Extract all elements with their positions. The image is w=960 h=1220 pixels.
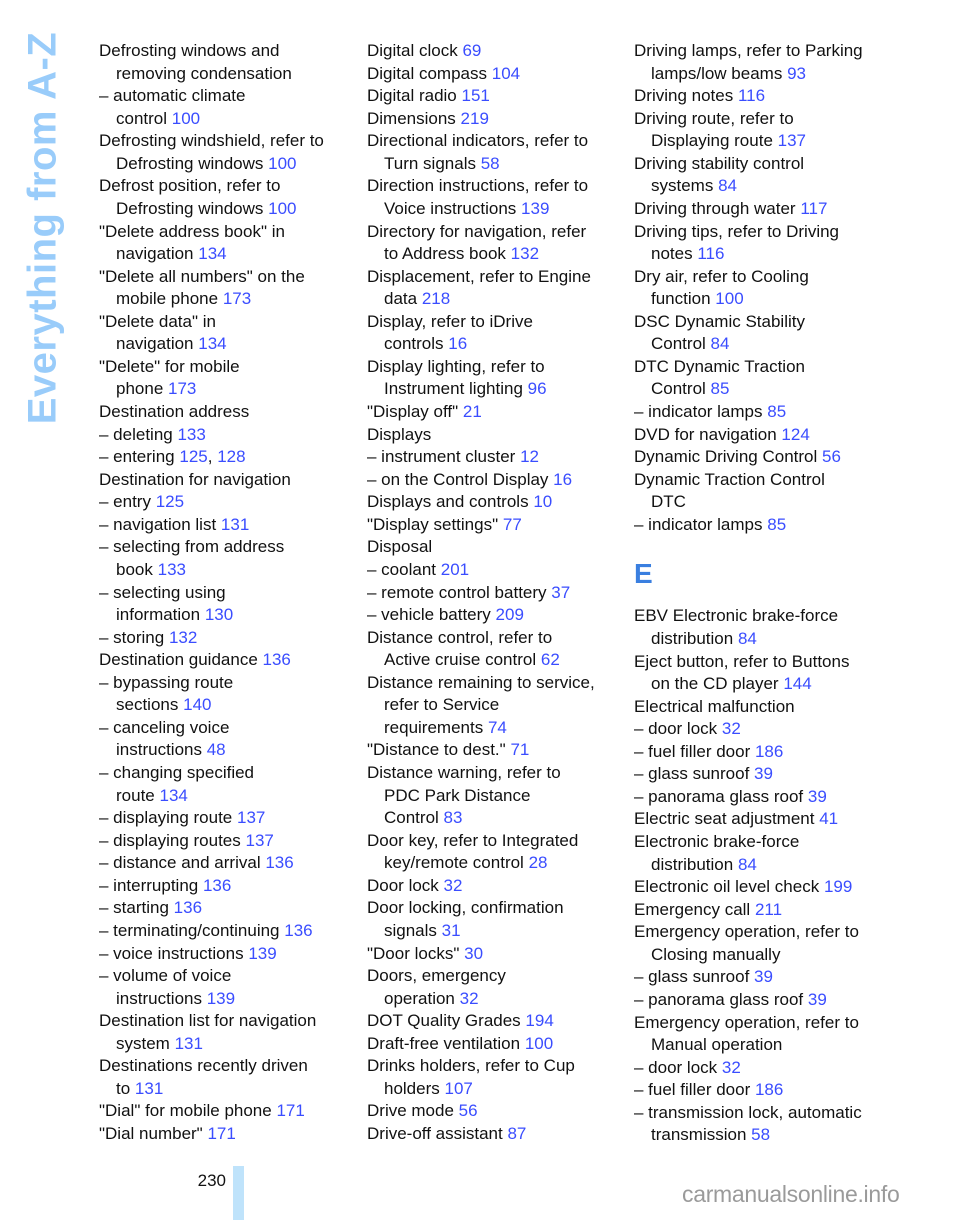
index-entry-text: "Delete all numbers" on the mobile phone <box>99 266 305 309</box>
index-entry-text: Distance warning, refer to PDC Park Distance Control <box>367 763 561 828</box>
index-entry-text: Destination list for navigation system <box>99 1011 317 1053</box>
index-entry-text: – storing <box>99 627 165 647</box>
index-entry <box>634 1079 924 1102</box>
index-entry <box>367 401 629 424</box>
index-entry <box>634 808 924 831</box>
page-reference-link[interactable]: 201 <box>440 559 470 579</box>
index-entry-text: DSC Dynamic Stability Control <box>634 311 805 354</box>
index-entry-text: Eject button, refer to Buttons on the CD player <box>634 651 850 694</box>
page-reference-link[interactable]: 69 <box>462 41 482 60</box>
index-entry <box>634 85 924 108</box>
page-reference-link[interactable]: 107 <box>444 1078 473 1098</box>
index-entry <box>634 401 924 424</box>
page-reference-link[interactable]: 87 <box>507 1124 527 1143</box>
index-entry-text: – distance and arrival <box>99 853 261 873</box>
page-number-bar <box>233 1166 244 1220</box>
page-reference-link[interactable]: 77 <box>502 514 522 534</box>
index-entry <box>367 1123 629 1146</box>
page-reference-link[interactable]: 10 <box>533 492 553 512</box>
page-reference-link[interactable]: 171 <box>207 1124 236 1143</box>
index-entry <box>634 718 924 741</box>
page-reference-link[interactable]: 39 <box>807 786 827 806</box>
index-entry <box>634 266 924 311</box>
index-entry <box>99 401 361 424</box>
index-entry-text: DVD for navigation <box>634 424 777 444</box>
page-reference-link[interactable]: 16 <box>448 334 468 354</box>
index-entry-text: Driving notes <box>634 86 734 106</box>
index-entry <box>367 266 629 311</box>
index-entry-text: Driving tips, refer to Driving notes <box>634 221 840 264</box>
index-entry <box>367 424 629 447</box>
index-entry-text: Electrical malfunction <box>634 696 795 716</box>
index-entry <box>367 897 629 942</box>
index-entry-text: – fuel filler door <box>634 741 751 761</box>
index-entry-text: Dimensions <box>367 108 456 128</box>
page-reference-link[interactable]: 128 <box>217 447 246 467</box>
index-entry-text: Directional indicators, refer to Turn signals <box>367 131 589 173</box>
index-entry <box>99 356 361 401</box>
page-reference-link[interactable]: 139 <box>521 198 550 218</box>
index-entry <box>634 651 924 696</box>
page-reference-link[interactable]: 219 <box>460 108 489 128</box>
index-entry-text: – terminating/continuing <box>99 920 280 940</box>
index-entry <box>99 491 361 514</box>
page-reference-link[interactable]: 100 <box>524 1033 554 1053</box>
page-reference-link[interactable]: 30 <box>464 943 484 963</box>
page-reference-link[interactable]: 132 <box>510 244 540 264</box>
index-entry <box>367 356 629 401</box>
index-entry <box>367 582 629 605</box>
index-entry-text: – remote control battery <box>367 582 547 602</box>
index-entry <box>99 536 361 581</box>
section-side-title <box>20 31 66 425</box>
page-reference-link[interactable]: 116 <box>737 86 766 106</box>
index-entry <box>367 491 629 514</box>
watermark: carmanualsonline.info <box>682 1181 900 1207</box>
index-entry-text: – changing specified route <box>99 763 255 805</box>
index-entry-text: Defrosting windows and removing condensation <box>99 41 292 83</box>
index-entry-text: Driving stability control systems <box>634 153 805 196</box>
index-entry-text: "Dial" for mobile phone <box>99 1101 272 1121</box>
page-reference-link[interactable]: 83 <box>443 808 463 828</box>
index-entry <box>367 943 629 966</box>
index-entry <box>634 40 924 85</box>
index-entry-text: Emergency operation, refer to Manual operation <box>634 1012 859 1055</box>
index-entry-text: – selecting from address book <box>99 537 285 579</box>
page-reference-link[interactable]: 131 <box>174 1033 203 1053</box>
index-entry-text: Distance remaining to service, refer to Service requirements <box>367 672 595 737</box>
index-entry-text: – displaying route <box>99 808 233 828</box>
page-reference-link[interactable]: 85 <box>767 402 787 421</box>
index-entry <box>367 175 629 220</box>
index-entry-text: "Distance to dest." <box>367 740 506 760</box>
index-entry-text: Dynamic Traction Control DTC <box>634 469 825 512</box>
index-entry <box>634 831 924 876</box>
index-entry-text: – instrument cluster <box>367 447 516 467</box>
page-reference-link[interactable]: 100 <box>268 153 297 173</box>
index-entry <box>634 198 924 221</box>
index-entry <box>634 786 924 809</box>
index-entry-text: Destination guidance <box>99 650 258 670</box>
index-entry-text: Door lock <box>367 875 439 895</box>
index-entry <box>634 514 924 537</box>
page-reference-link[interactable]: 37 <box>551 582 571 602</box>
page-reference-link[interactable]: 100 <box>715 289 744 309</box>
index-entry <box>99 943 361 966</box>
page-reference-link[interactable]: 39 <box>807 989 827 1009</box>
index-entry-text: – indicator lamps <box>634 514 763 534</box>
index-entry <box>99 830 361 853</box>
page-reference-link[interactable]: 58 <box>480 153 500 173</box>
page-reference-link[interactable]: 93 <box>787 63 806 83</box>
page-reference-link[interactable]: 136 <box>284 920 313 940</box>
index-entry-text: Electronic oil level check <box>634 877 820 897</box>
index-entry <box>367 604 629 627</box>
page-reference-link[interactable]: 137 <box>777 131 807 151</box>
index-entry-text: – displaying routes <box>99 830 241 850</box>
index-entry-text: "Door locks" <box>367 943 460 963</box>
page-reference-link[interactable]: 117 <box>800 198 828 218</box>
index-entry <box>367 469 629 492</box>
index-entry <box>99 1010 361 1055</box>
index-entry <box>634 311 924 356</box>
index-entry <box>634 356 924 401</box>
page-reference-link[interactable]: 39 <box>754 764 773 784</box>
index-entry-text: "Delete address book" in navigation <box>99 221 285 264</box>
index-entry <box>99 311 361 356</box>
page-reference-link[interactable]: 134 <box>159 785 188 805</box>
index-entry-text: Destination for navigation <box>99 469 291 489</box>
index-entry-text: Directory for navigation, refer to Address book <box>367 221 587 264</box>
index-entry-text: DTC Dynamic Traction Control <box>634 356 805 399</box>
index-column-1 <box>99 40 361 1146</box>
index-entry <box>99 469 361 492</box>
page-reference-link[interactable]: 125 <box>179 447 208 467</box>
index-entry <box>634 153 924 198</box>
index-column-3 <box>634 40 924 1147</box>
page-reference-link[interactable]: 137 <box>245 830 274 850</box>
index-entry-text: – glass sunroof <box>634 967 750 987</box>
page-reference-link[interactable]: 100 <box>171 108 201 128</box>
page-reference-link[interactable]: 32 <box>459 988 479 1008</box>
index-entry-text: Displacement, refer to Engine data <box>367 266 591 309</box>
index-entry-text: – deleting <box>99 424 173 444</box>
side-title-text: Everything from A-Z <box>20 31 65 425</box>
index-entry-text: – door lock <box>634 719 718 739</box>
page-reference-link[interactable]: 136 <box>202 875 232 895</box>
index-entry <box>99 1123 361 1146</box>
page-reference-link[interactable]: 84 <box>718 176 737 196</box>
index-entry <box>634 741 924 764</box>
index-entry-text: – transmission lock, automatic transmission <box>634 1102 862 1145</box>
index-entry <box>367 85 629 108</box>
index-entry <box>367 672 629 740</box>
index-entry <box>99 627 361 650</box>
page-reference-link[interactable]: 104 <box>491 63 521 83</box>
index-entry-text: Driving through water <box>634 198 796 218</box>
index-entry-text: "Display off" <box>367 402 459 421</box>
index-entry <box>99 897 361 920</box>
page-reference-link[interactable]: 16 <box>553 469 573 489</box>
index-entry <box>367 311 629 356</box>
page-reference-link[interactable]: 134 <box>198 334 227 354</box>
page-reference-link[interactable]: 139 <box>206 988 236 1008</box>
index-entry <box>99 649 361 672</box>
index-entry-text: – door lock <box>634 1057 718 1077</box>
index-entry <box>367 1100 629 1123</box>
index-entry-text: – fuel filler door <box>634 1080 751 1100</box>
index-entry-text: Digital compass <box>367 63 487 83</box>
index-entry-text: Display lighting, refer to Instrument lighting <box>367 356 545 399</box>
index-entry <box>99 852 361 875</box>
index-entry-text: Drive-off assistant <box>367 1124 503 1143</box>
index-entry-text: – indicator lamps <box>634 402 763 421</box>
page-reference-link[interactable]: 173 <box>168 379 197 399</box>
page-reference-link[interactable]: 137 <box>237 808 266 828</box>
index-entry-text: Displays <box>367 424 432 444</box>
page-reference-link[interactable]: 136 <box>173 898 203 918</box>
index-entry <box>634 696 924 719</box>
page-reference-link[interactable]: 71 <box>510 740 530 760</box>
index-entry <box>99 175 361 220</box>
page-reference-link[interactable]: 100 <box>268 198 297 218</box>
page-reference-link[interactable]: 32 <box>721 1057 741 1077</box>
index-entry-text: Defrosting windshield, refer to Defrosting windows <box>99 131 324 173</box>
index-entry-text: "Dial number" <box>99 1124 203 1143</box>
index-entry <box>634 1102 924 1147</box>
page-reference-link[interactable]: 125 <box>155 492 185 512</box>
index-entry <box>367 40 629 63</box>
index-entry-text: Defrost position, refer to Defrosting windows <box>99 176 281 218</box>
page-reference-link[interactable]: 96 <box>527 379 547 399</box>
page-reference-link[interactable]: 133 <box>177 424 206 444</box>
index-entry-text: "Display settings" <box>367 514 499 534</box>
index-entry <box>99 85 361 130</box>
index-entry-text: – vehicle battery <box>367 605 491 625</box>
index-entry-text: DOT Quality Grades <box>367 1011 521 1031</box>
index-entry-text: Destinations recently driven to <box>99 1056 308 1098</box>
index-entry <box>99 672 361 717</box>
index-entry <box>634 605 924 650</box>
index-entry <box>99 1100 361 1123</box>
index-entry <box>634 108 924 153</box>
page-reference-link[interactable]: 136 <box>262 650 291 670</box>
index-entry <box>367 108 629 131</box>
index-entry-text: – voice instructions <box>99 943 244 963</box>
index-entry <box>634 469 924 514</box>
index-entry <box>367 1055 629 1100</box>
index-entry <box>99 875 361 898</box>
index-entry-text: – interrupting <box>99 875 199 895</box>
index-entry <box>634 921 924 966</box>
index-entry-text: Electric seat adjustment <box>634 809 815 829</box>
index-entry-text: – automatic climate control <box>99 86 246 128</box>
page-reference-link[interactable]: 58 <box>751 1125 771 1145</box>
page-reference-link[interactable]: 85 <box>767 514 787 534</box>
index-entry-text: – on the Control Display <box>367 469 549 489</box>
index-entry-text: Dry air, refer to Cooling function <box>634 266 809 309</box>
page-reference-link[interactable]: 116 <box>697 244 725 264</box>
index-entry <box>99 582 361 627</box>
page-reference-link[interactable]: 140 <box>183 695 212 715</box>
page-number: 230 <box>197 1171 226 1190</box>
index-entry <box>99 221 361 266</box>
page-reference-link[interactable]: 12 <box>520 447 539 467</box>
page-reference-link[interactable]: 194 <box>525 1011 554 1031</box>
page-reference-link[interactable]: 74 <box>487 717 507 737</box>
index-entry <box>367 63 629 86</box>
index-entry <box>367 130 629 175</box>
index-entry <box>99 717 361 762</box>
index-entry-text: "Delete" for mobile phone <box>99 356 240 399</box>
page-reference-link[interactable]: 151 <box>461 86 490 106</box>
index-entry-text: Displays and controls <box>367 492 529 512</box>
index-entry <box>634 966 924 989</box>
index-entry-text: Driving lamps, refer to Parking lamps/low beams <box>634 41 863 83</box>
index-entry <box>99 965 361 1010</box>
index-entry-text: – entering <box>99 447 175 467</box>
index-entry <box>367 762 629 830</box>
page-reference-link[interactable]: 48 <box>206 740 226 760</box>
page-reference-link[interactable]: 131 <box>220 514 250 534</box>
index-entry-text: Distance control, refer to Active cruise control <box>367 627 553 670</box>
page-reference-link[interactable]: 39 <box>754 967 773 987</box>
index-entry-text: Dynamic Driving Control <box>634 447 818 467</box>
index-entry-text: – glass sunroof <box>634 764 750 784</box>
page-reference-link[interactable]: 131 <box>134 1078 164 1098</box>
index-entry <box>634 899 924 922</box>
index-entry <box>367 1010 629 1033</box>
page-reference-link[interactable]: 124 <box>781 424 810 444</box>
page-reference-link[interactable]: 130 <box>204 605 234 625</box>
page-reference-link[interactable]: 28 <box>528 853 548 873</box>
index-entry <box>99 920 361 943</box>
page-reference-link[interactable]: 56 <box>822 447 841 467</box>
index-entry <box>367 559 629 582</box>
index-entry-text: – coolant <box>367 559 436 579</box>
index-entry <box>99 266 361 311</box>
index-entry-text: EBV Electronic brake-force distribution <box>634 606 839 648</box>
index-entry-text: Digital clock <box>367 41 458 60</box>
index-entry <box>367 446 629 469</box>
index-entry: – entering 125, 128 <box>99 447 246 467</box>
index-entry <box>367 627 629 672</box>
page-reference-link[interactable]: 133 <box>157 559 186 579</box>
index-entry <box>634 446 924 469</box>
index-entry <box>367 514 629 537</box>
page-reference-link[interactable]: 173 <box>222 289 252 309</box>
page-reference-link[interactable]: 84 <box>737 628 757 648</box>
index-entry-text: – panorama glass roof <box>634 989 804 1009</box>
page-reference-link[interactable]: 32 <box>721 719 741 739</box>
index-entry-text: Door key, refer to Integrated key/remote control <box>367 830 579 873</box>
index-entry-text: – canceling voice instructions <box>99 717 230 760</box>
page-reference-link[interactable]: 171 <box>276 1101 305 1121</box>
index-entry <box>367 830 629 875</box>
index-entry <box>99 762 361 807</box>
page-reference-link[interactable]: 41 <box>819 809 839 829</box>
page-reference-link[interactable]: 136 <box>265 853 294 873</box>
index-entry-text: – selecting using information <box>99 582 226 625</box>
index-entry <box>99 424 361 447</box>
index-entry-text: Driving route, refer to Displaying route <box>634 108 794 151</box>
page-reference-link[interactable]: 84 <box>737 854 757 874</box>
index-entry-text: – starting <box>99 898 169 918</box>
index-entry-text: Disposal <box>367 537 433 557</box>
index-entry <box>367 875 629 898</box>
index-entry-text: Destination address <box>99 402 250 421</box>
page-reference-link[interactable]: 211 <box>754 899 783 919</box>
index-entry <box>634 424 924 447</box>
index-entry-text: Direction instructions, refer to Voice instructions <box>367 176 589 218</box>
page-reference-link[interactable]: 21 <box>462 402 482 421</box>
index-entry <box>99 807 361 830</box>
index-entry-text: – bypassing route sections <box>99 672 234 715</box>
index-entry-text: Drinks holders, refer to Cup holders <box>367 1056 575 1098</box>
index-entry-text: Emergency operation, refer to Closing manually <box>634 922 859 964</box>
page-reference-link[interactable]: 186 <box>754 741 784 761</box>
page-reference-link[interactable]: 134 <box>198 244 227 264</box>
index-entry <box>99 130 361 175</box>
index-letter-heading: E <box>634 558 653 590</box>
index-entry-text: – entry <box>99 492 151 512</box>
index-entry-text: Doors, emergency operation <box>367 966 506 1008</box>
index-entry <box>367 739 629 762</box>
index-entry <box>634 763 924 786</box>
page-reference-link[interactable]: 31 <box>441 920 461 940</box>
page-reference-link[interactable]: 32 <box>443 875 463 895</box>
index-entry <box>634 989 924 1012</box>
page-reference-link[interactable]: 62 <box>540 650 560 670</box>
index-entry-text: "Delete data" in navigation <box>99 311 216 354</box>
index-entry-text: – volume of voice instructions <box>99 966 232 1008</box>
page-reference-link[interactable]: 199 <box>823 877 853 897</box>
page-reference-link[interactable]: 56 <box>458 1101 478 1121</box>
page-reference-link[interactable]: 85 <box>710 379 730 399</box>
index-entry <box>634 1057 924 1080</box>
index-entry-text: Door locking, confirmation signals <box>367 898 564 940</box>
page-reference-link[interactable]: 144 <box>783 674 812 694</box>
index-entry-text: – panorama glass roof <box>634 786 804 806</box>
index-entry-text: Emergency call <box>634 899 751 919</box>
page-reference-link[interactable]: 186 <box>754 1080 784 1100</box>
page-reference-link[interactable]: 139 <box>248 943 277 963</box>
index-entry <box>634 1012 924 1057</box>
index-entry <box>634 876 924 899</box>
index-entry-text: – navigation list <box>99 514 217 534</box>
page-reference-link[interactable]: 209 <box>495 605 524 625</box>
index-entry <box>367 536 629 559</box>
index-entry-text: Digital radio <box>367 86 457 106</box>
index-entry <box>367 1033 629 1056</box>
index-entry <box>634 221 924 266</box>
page-reference-link[interactable]: 84 <box>710 334 730 354</box>
index-entry-text: Draft-free ventilation <box>367 1033 521 1053</box>
index-entry <box>99 514 361 537</box>
index-entry <box>367 221 629 266</box>
index-column-2 <box>367 40 629 1146</box>
index-entry <box>99 40 361 85</box>
index-entry <box>99 1055 361 1100</box>
index-entry-text: Drive mode <box>367 1101 454 1121</box>
index-entry-text: Electronic brake-force distribution <box>634 832 800 874</box>
index-entry-text: Display, refer to iDrive controls <box>367 311 533 354</box>
page-reference-link[interactable]: 218 <box>421 289 451 309</box>
index-entry <box>367 965 629 1010</box>
page-reference-link[interactable]: 132 <box>168 627 198 647</box>
